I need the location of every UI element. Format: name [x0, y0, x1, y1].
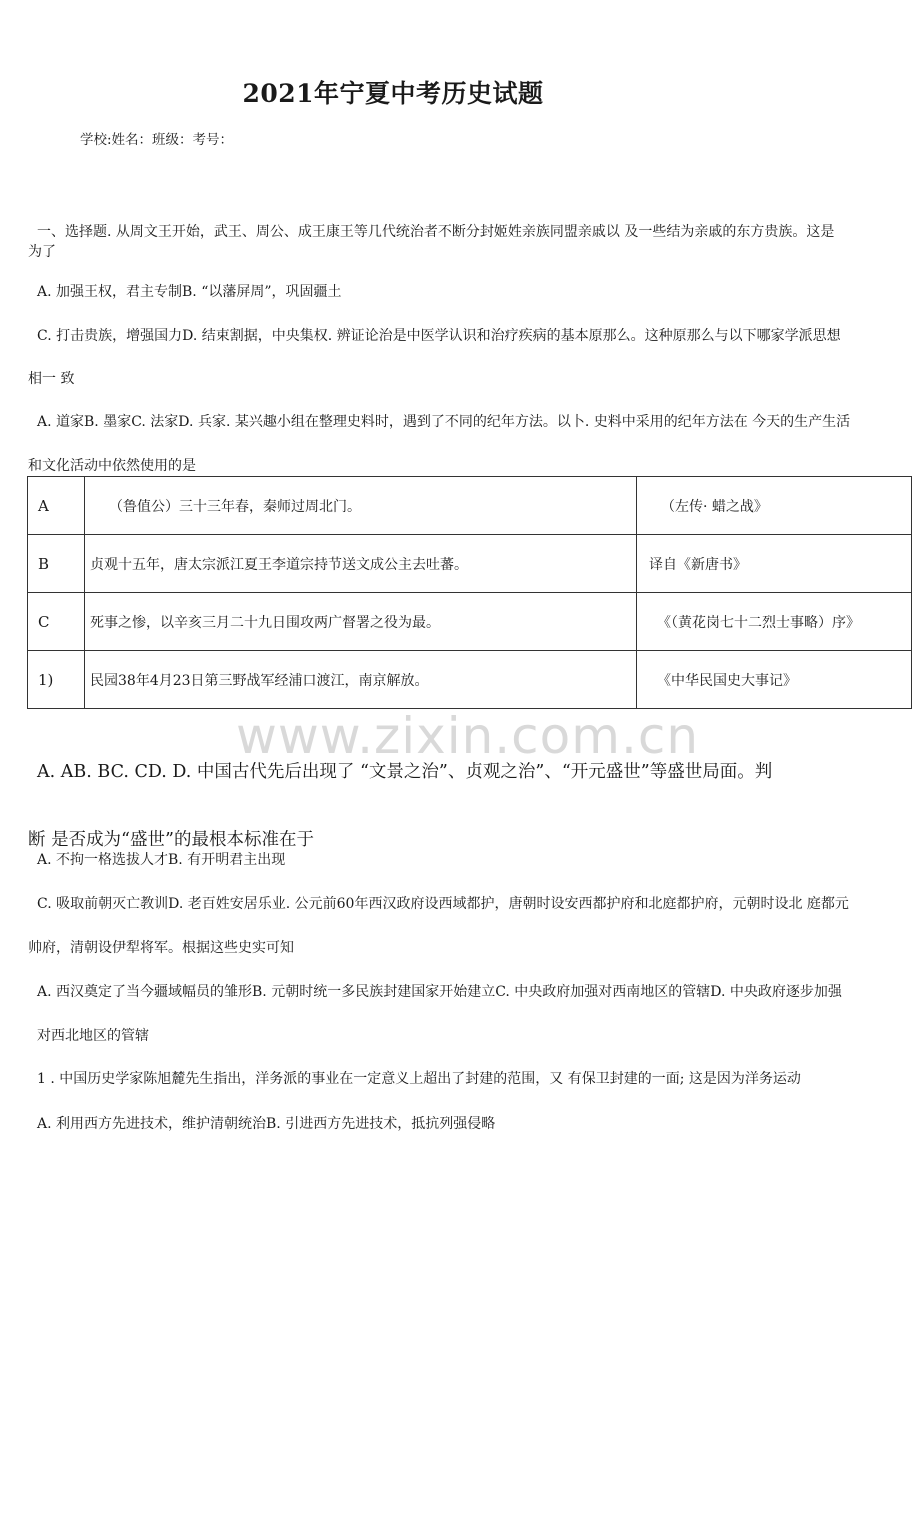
row-content: 贞观十五年，唐太宗派江夏王李道宗持节送文成公主去吐蕃。	[85, 535, 637, 593]
question-4-line-cont: 断 是否成为“盛世”的最根本标准在于	[28, 830, 314, 850]
question-1-options-ab: A. 加强王权，君主专制B. “以藩屏周”，巩固疆土	[37, 284, 342, 300]
question-4-line: A. AB. BC. CD. D. 中国古代先后出现了 “文景之治”、贞观之治”、“开元盛世”等盛世局面。判	[37, 762, 773, 782]
row-label: C	[28, 593, 85, 651]
question-3-line-cont: 和文化活动中依然使用的是	[28, 458, 196, 474]
question-5-options-cont: 对西北地区的管辖	[37, 1028, 149, 1044]
question-6-options-ab: A. 利用西方先进技术，维护清朝统治B. 引进西方先进技术，抵抗列强侵略	[37, 1116, 496, 1132]
source-table	[27, 476, 912, 709]
table-row	[28, 535, 912, 593]
question-1-stem: 一、选择题. 从周文王开始，武王、周公、成王康王等几代统治者不断分封姬姓亲族同盟亲戚以 及一些结为亲戚的东方贵族。这是	[37, 224, 835, 240]
question-3-line: A. 道家B. 墨家C. 法家D. 兵家. 某兴趣小组在整理史料时，遇到了不同的纪年方法。以卜. 史料中采用的纪年方法在 今天的生产生活	[37, 414, 851, 430]
table-row	[28, 477, 912, 535]
row-label: A	[28, 477, 85, 535]
student-info-fields: 学校:姓名：班级：考号：	[80, 132, 234, 148]
question-5-line-cont: 帅府，清朝设伊犁将军。根据这些史实可知	[28, 940, 294, 956]
table-row	[28, 593, 912, 651]
table-row	[28, 651, 912, 709]
question-1-stem-cont: 为了	[28, 244, 56, 260]
question-4-options-ab: A. 不拘一格选拔人才B. 有开明君主出现	[37, 852, 286, 868]
watermark: www.zixin.com.cn	[236, 707, 700, 765]
row-content: （鲁值公）三十三年春，秦师过周北门。	[85, 477, 637, 535]
row-source: 译自《新唐书》	[637, 535, 912, 593]
question-2-line-cont: 相一 致	[28, 371, 75, 387]
question-6-line: 1 . 中国历史学家陈旭麓先生指出，洋务派的事业在一定意义上超出了封建的范围，又 有保卫封建的一面; 这是因为洋务运动	[37, 1071, 801, 1087]
page-title: 2021年宁夏中考历史试题	[242, 79, 544, 108]
row-source: （左传· 蜡之战》	[637, 477, 912, 535]
row-content: 民园38年4月23日第三野战军经浦口渡江，南京解放。	[85, 651, 637, 709]
row-content: 死事之惨，以辛亥三月二十九日围攻两广督署之役为最。	[85, 593, 637, 651]
question-5-options: A. 西汉奠定了当今疆域幅员的雏形B. 元朝时统一多民族封建国家开始建立C. 中央政府加强对西南地区的管辖D. 中央政府逐步加强	[37, 984, 842, 1000]
row-source: 《中华民国史大事记》	[637, 651, 912, 709]
row-source: 《（黄花岗七十二烈士事略）序》	[637, 593, 912, 651]
row-label: B	[28, 535, 85, 593]
row-label: 1)	[28, 651, 85, 709]
question-2-line: C. 打击贵族，增强国力D. 结束割据，中央集权. 辨证论治是中医学认识和治疗疾病的基本原那么。这种原那么与以下哪家学派思想	[37, 328, 841, 344]
question-5-line: C. 吸取前朝灭亡教训D. 老百姓安居乐业. 公元前60年西汉政府设西域都护，唐朝时设安西都护府和北庭都护府，元朝时设北 庭都元	[37, 896, 849, 912]
